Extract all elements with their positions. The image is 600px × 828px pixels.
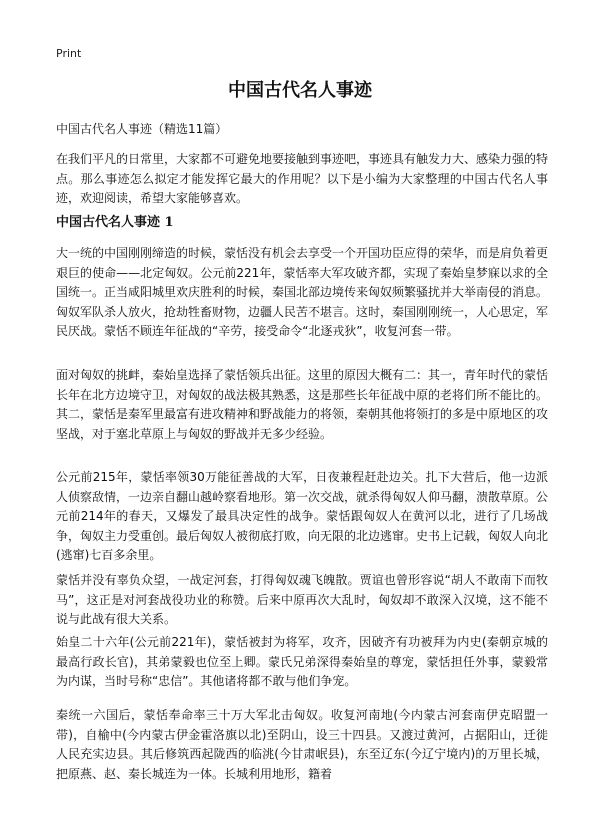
body-paragraph-1: 大一统的中国刚刚缔造的时候，蒙恬没有机会去享受一个开国功臣应得的荣华，而是肩负着更艰巨的使命——北定匈奴。公元前221年，蒙恬率大军攻破齐都，实现了秦始皇梦寐以求的全国统一。正当咸阳城里欢庆胜利的时候，秦国北部边境传来匈奴频繁骚扰并大举南侵的消息。匈奴军队杀人放火，抢劫牲畜财物，边疆人民苦不堪言。这时，秦国刚刚统一，人心思定，军民厌战。蒙恬不顾连年征战的“辛劳，接受命令“北逐戎狄”，收复河套一带。 — [56, 246, 549, 338]
section-heading: 中国古代名人事迹 1 — [56, 215, 174, 230]
body-paragraph-3: 公元前215年，蒙恬率领30万能征善战的大军，日夜兼程赶赴边关。扎下大营后，他一边派人侦察敌情，一边亲自翻山越岭察看地形。第一次交战，就杀得匈奴人仰马翻，溃散草原。公元前214年的春天，又爆发了最具决定性的战争。蒙恬跟匈奴人在黄河以北，进行了几场战争，匈奴主力受重创。最后匈奴人被彻底打败，向无限的北边逃窜。史书上记载，匈奴人向北(逃窜)七百多余里。 — [56, 470, 549, 562]
body-paragraph-6: 秦统一六国后，蒙恬奉命率三十万大军北击匈奴。收复河南地(今内蒙古河套南伊克昭盟一带)，自榆中(今内蒙古伊金霍洛旗以北)至阴山，设三十四县。又渡过黄河，占据阳山，迁徙人民充实边县。其后修筑西起陇西的临洮(今甘肃岷县)，东至辽东(今辽宁境内)的万里长城，把原燕、赵、秦长城连为一体。长城利用地形，籍着 — [56, 708, 548, 781]
document-title: 中国古代名人事迹 — [228, 80, 372, 101]
body-paragraph-5: 始皇二十六年(公元前221年)，蒙恬被封为将军，攻齐，因破齐有功被拜为内史(秦朝京城的最高行政长官)，其弟蒙毅也位至上卿。蒙氏兄弟深得秦始皇的尊宠，蒙恬担任外事，蒙毅常为内谋，当时号称“忠信”。其他诸将都不敢与他们争宠。 — [56, 635, 548, 688]
document-subtitle: 中国古代名人事迹（精选11篇） — [56, 122, 228, 136]
print-link[interactable]: Print — [56, 47, 82, 60]
body-paragraph-2: 面对匈奴的挑衅，秦始皇选择了蒙恬领兵出征。这里的原因大概有二：其一，青年时代的蒙恬长年在北方边境守卫，对匈奴的战法极其熟悉，这是那些长年征战中原的老将们所不能比的。其二，蒙恬是秦军里最富有进攻精神和野战能力的将领，秦朝其他将领打的多是中原地区的攻坚战，对于塞北草原上与匈奴的野战并无多少经验。 — [56, 368, 549, 441]
body-paragraph-4: 蒙恬并没有辜负众望，一战定河套，打得匈奴魂飞魄散。贾谊也曾形容说“胡人不敢南下而牧马”，这正是对河套战役功业的称赞。后来中原再次大乱时，匈奴却不敢深入汉境，这不能不说与此战有很大关系。 — [56, 573, 548, 626]
intro-paragraph: 在我们平凡的日常里，大家都不可避免地要接触到事迹吧，事迹具有触发力大、感染力强的特点。那么事迹怎么拟定才能发挥它最大的作用呢？以下是小编为大家整理的中国古代名人事迹，欢迎阅读，希望大家能够喜欢。 — [56, 152, 549, 205]
